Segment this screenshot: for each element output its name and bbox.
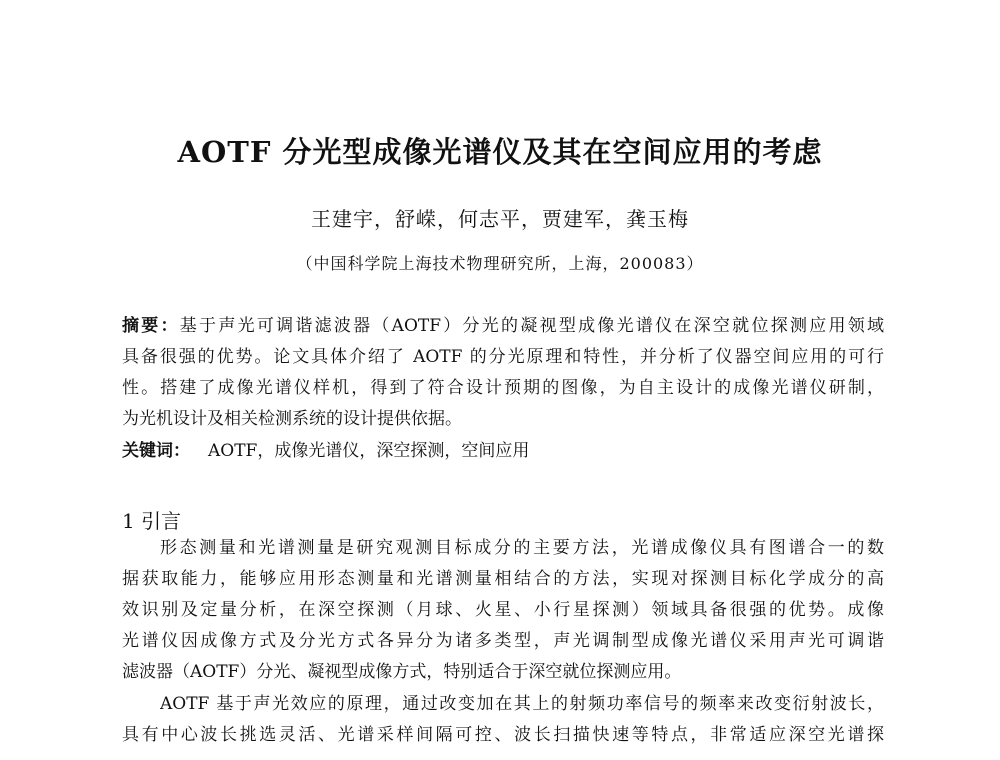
- abstract-line: [122, 314, 884, 338]
- keywords-line: [122, 439, 884, 463]
- affiliation: （中国科学院上海技术物理研究所，上海，200083）: [296, 254, 704, 273]
- abstract-label: 摘要：: [122, 316, 180, 336]
- paragraph-line: 滤波器（AOTF）分光、凝视型成像方式，特别适合于深空就位探测应用。: [122, 662, 682, 682]
- paragraph-line: 形态测量和光谱测量是研究观测目标成分的主要方法，光谱成像仪具有图谱合一的数: [160, 538, 884, 558]
- keywords-label: 关键词：: [122, 441, 190, 461]
- paragraph-line: 据获取能力，能够应用形态测量和光谱测量相结合的方法，实现对探测目标化学成分的高: [122, 569, 884, 589]
- abstract-line: 性。搭建了成像光谱仪样机，得到了符合设计预期的图像，为自主设计的成像光谱仪研制，: [122, 378, 884, 398]
- paper-title: AOTF 分光型成像光谱仪及其在空间应用的考虑: [177, 135, 823, 169]
- paragraph-line: 具有中心波长挑选灵活、光谱采样间隔可控、波长扫描快速等特点，非常适应深空光谱探: [122, 725, 884, 745]
- paragraph-line: 效识别及定量分析，在深空探测（月球、火星、小行星探测）领域具备很强的优势。成像: [122, 600, 884, 620]
- author-list: 王建宇，舒嵘，何志平，贾建军，龚玉梅: [311, 207, 689, 231]
- keywords-text: AOTF，成像光谱仪，深空探测，空间应用: [208, 441, 530, 461]
- paragraph-line: AOTF 基于声光效应的原理，通过改变加在其上的射频功率信号的频率来改变衍射波长，: [160, 694, 884, 714]
- abstract-text: 基于声光可调谐滤波器（AOTF）分光的凝视型成像光谱仪在深空就位探测应用领域: [179, 316, 884, 336]
- abstract-line: 具备很强的优势。论文具体介绍了 AOTF 的分光原理和特性，并分析了仪器空间应用的可行: [122, 347, 884, 367]
- section-heading: 1 引言: [122, 509, 182, 533]
- abstract-line: 为光机设计及相关检测系统的设计提供依据。: [122, 409, 462, 429]
- paragraph-line: 光谱仪因成像方式及分光方式各异分为诸多类型，声光调制型成像光谱仪采用声光可调谐: [122, 631, 884, 651]
